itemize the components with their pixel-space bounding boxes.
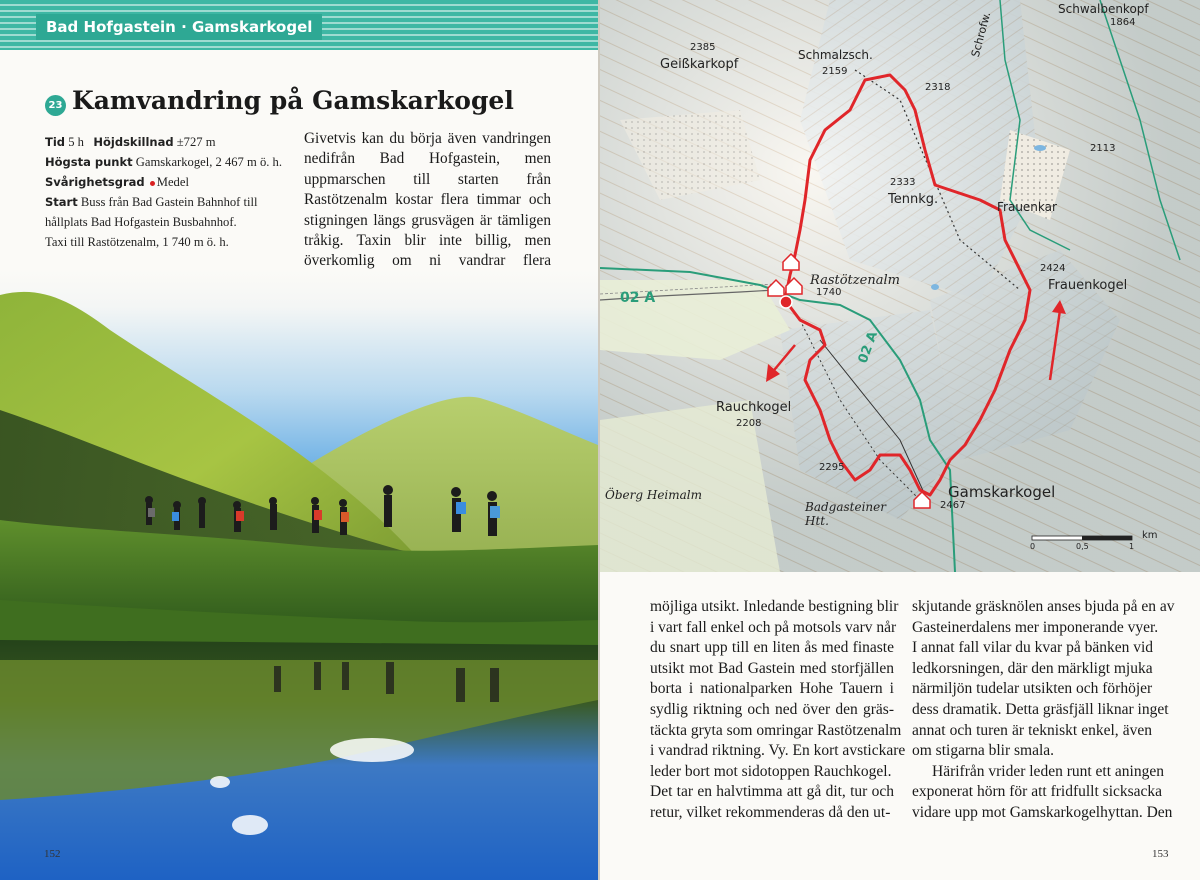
running-header: Bad Hofgastein · Gamskarkogel	[36, 14, 322, 40]
text-line: leder bort mot sidotoppen Rauchkogel.	[650, 762, 892, 780]
label-tennkg: Tennkg.	[888, 192, 939, 207]
label-route-02a-left: 02 A	[620, 290, 656, 306]
label-rauchkogel: Rauchkogel	[716, 400, 792, 415]
text-line: skjutande gräsknölen anses bjuda på en av	[912, 598, 1175, 615]
start-line-2: hållplats Bad Hofgastein Busbahnhof.	[45, 215, 237, 229]
text-column-2	[912, 597, 1175, 824]
text-line: annat och turen är tekniskt enkel, även	[912, 721, 1152, 739]
time-value: 5 h	[68, 135, 84, 149]
left-page	[0, 0, 598, 880]
scale-label-1: 1	[1129, 542, 1135, 551]
label-geisskarkopf-alt: 2385	[690, 42, 716, 53]
text-line: i vandrad riktning. Vy. En kort avstickare	[650, 742, 906, 760]
label-bad-gasteiner-htt: Badgasteiner Htt.	[805, 500, 886, 528]
hikers-photo	[0, 270, 598, 880]
text-line: utsikt mot Bad Gastein med storfjällen	[650, 659, 894, 677]
start-label: Start	[45, 195, 78, 209]
label-gamskarkogel-alt: 2467	[940, 500, 966, 511]
tour-facts	[45, 132, 285, 252]
label-geisskarkopf: Geißkarkopf	[660, 57, 739, 72]
page-number-right: 153	[1152, 848, 1169, 860]
label-frauenkar: Frauenkar	[997, 200, 1057, 214]
text-line: Det tar en halvtimma att gå dit, tur och	[650, 783, 894, 801]
difficulty-value: Medel	[156, 175, 189, 189]
label-oberg-heimalm: Öberg Heimalm	[605, 488, 703, 502]
label-schrofw: Schrofw.	[968, 10, 994, 59]
text-line: Härifrån vrider leden runt ett aningen	[932, 762, 1164, 780]
route-map	[600, 0, 1200, 572]
label-rauchkogel-alt: 2208	[736, 418, 762, 429]
text-column-1	[650, 597, 906, 824]
label-frauenkogel-alt: 2424	[1040, 263, 1066, 274]
label-rastoetzenalm: Rastötzenalm	[810, 273, 900, 288]
text-line: Gasteinerdalens mer imponerande vyer.	[912, 618, 1159, 636]
text-line: närmiljön tudelar utsikten och förhöjer	[912, 680, 1153, 698]
scale-label-half: 0,5	[1076, 542, 1089, 551]
text-line: dess dramatik. Detta gräsfjäll liknar inget	[912, 700, 1169, 718]
text-line: vidare upp mot Gamskarkogelhyttan. Den	[912, 803, 1173, 821]
text-line: I annat fall vilar du kvar på bänken vid	[912, 639, 1154, 657]
scale-label-0: 0	[1030, 542, 1036, 551]
label-alt-2318: 2318	[925, 82, 951, 93]
text-line: möjliga utsikt. Inledande bestigning blir	[650, 598, 899, 615]
difficulty-dot-icon	[150, 181, 155, 186]
label-tennkg-alt: 2333	[890, 177, 916, 188]
tour-title: Kamvandring på Gamskarkogel	[72, 86, 514, 115]
label-gamskarkogel: Gamskarkogel	[948, 483, 1056, 501]
text-line: exponerat hörn för att fridfullt sicksacka	[912, 783, 1163, 801]
text-line: du snart upp till en liten ås med finaste	[650, 639, 894, 657]
start-line-3: Taxi till Rastötzenalm, 1 740 m ö. h.	[45, 235, 229, 249]
label-alt-2295: 2295	[819, 462, 845, 473]
difficulty-label: Svårighetsgrad	[45, 175, 145, 189]
peak-label: Högsta punkt	[45, 155, 133, 169]
label-route-02a-center: 02 A	[855, 329, 881, 366]
label-schwalbenkopf-alt: 1864	[1110, 17, 1136, 28]
text-line: i vart fall enkel och på motsols varv når	[650, 618, 897, 636]
intro-paragraph-1: Givetvis kan du börja även vandringen nedifrån Bad Hofgastein, men uppmarschen till starten från Rastötzenalm kostar flera timmar och stigningen längs grusvägen är tämligen tråkig. Taxin blir inte billig, men överkomlig om ni vandrar flera	[304, 130, 551, 270]
label-rastoetzenalm-alt: 1740	[816, 287, 842, 298]
start-line-1: Buss från Bad Gastein Bahnhof till	[80, 195, 258, 209]
text-line: täckta gryta som omringar Rastötzenalm	[650, 721, 902, 739]
right-page	[600, 0, 1200, 880]
scale-label-unit: km	[1142, 530, 1158, 541]
label-schmalzsch: Schmalzsch.	[798, 48, 873, 62]
time-label: Tid	[45, 135, 66, 149]
header-band	[0, 0, 598, 50]
text-line: om stigarna blir smala.	[912, 742, 1055, 760]
text-line: ledkorsningen, där den märkligt mjuka	[912, 659, 1153, 677]
text-line: borta i nationalparken Hohe Tauern i	[650, 680, 894, 698]
elevation-label: Höjdskillnad	[93, 135, 174, 149]
elevation-value: ±727 m	[176, 135, 216, 149]
label-schmalzsch-alt: 2159	[822, 66, 848, 77]
label-frauenkogel: Frauenkogel	[1048, 278, 1128, 293]
text-line: retur, vilket rekommenderas då den ut-	[650, 803, 891, 821]
page-number-left: 152	[44, 848, 61, 860]
tour-number-badge: 23	[45, 95, 66, 116]
peak-value: Gamskarkogel, 2 467 m ö. h.	[135, 155, 282, 169]
label-schwalbenkopf: Schwalbenkopf	[1058, 2, 1149, 16]
text-line: sydlig riktning och ned över den gräs-	[650, 700, 894, 718]
label-alt-2113: 2113	[1090, 143, 1116, 154]
